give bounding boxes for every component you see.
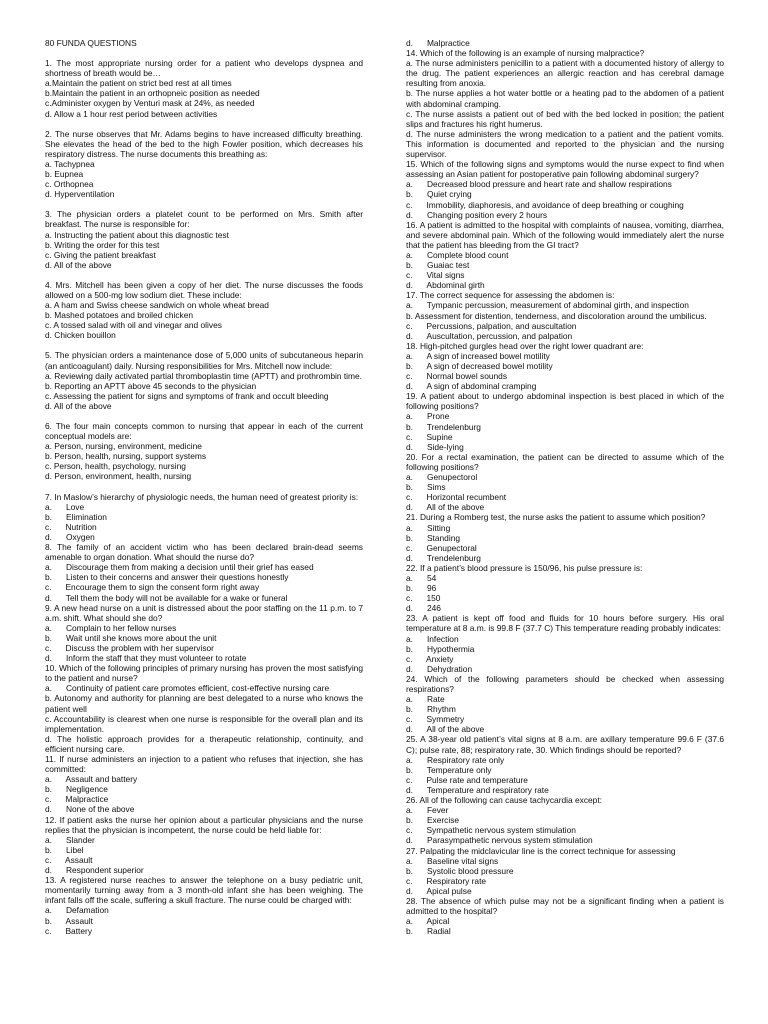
answer-option: c. Immobility, diaphoresis, and avoidance of deep breathing or coughing [406, 199, 684, 210]
question-text: 6. The four main concepts common to nursing that appear in each of the current conceptual models are: [45, 421, 363, 442]
answer-option: c. Horizontal recumbent [406, 492, 507, 503]
answer-option: d. Parasympathetic nervous system stimulation [406, 835, 593, 846]
answer-option: b. Person, health, nursing, support systems [45, 451, 207, 462]
answer-option: c. Battery [45, 925, 93, 936]
answer-option: a. Slander [45, 834, 95, 845]
answer-option: d. 246 [406, 603, 441, 614]
answer-option: a. Instructing the patient about this diagnostic test [45, 229, 229, 240]
answer-option: d. Temperature and respiratory rate [406, 784, 549, 795]
answer-option: a. A ham and Swiss cheese sandwich on whole wheat bread [45, 300, 269, 311]
answer-option: c. Giving the patient breakfast [45, 249, 156, 260]
answer-option: b. Assessment for distention, tenderness, and discoloration around the umbilicus. [406, 310, 707, 321]
question-text: 8. The family of an accident victim who has been declared brain-dead seems amenable to organ donation. What should the nurse do? [45, 542, 363, 563]
answer-option: d. Apical pulse [406, 885, 472, 896]
answer-option: c. Encourage them to sign the consent form right away [45, 582, 260, 593]
answer-option: c. Pulse rate and temperature [406, 774, 528, 785]
paragraph-gap [45, 199, 363, 209]
paragraph-gap [45, 340, 363, 350]
answer-option: a. Assault and battery [45, 774, 138, 785]
answer-option: d. Auscultation, percussion, and palpation [406, 330, 573, 341]
answer-option: b. Elimination [45, 511, 107, 522]
answer-option: a. Apical [406, 916, 450, 927]
answer-option: d. All of the above [45, 400, 112, 411]
answer-option: d. Tell them the body will not be available for a wake or funeral [45, 592, 288, 603]
question-text: 16. A patient is admitted to the hospital with complaints of nausea, vomiting, diarrhea, and severe abdominal pain. Which of the following would immediately alert the nurse that the patient has bleeding from the GI tract? [406, 219, 724, 250]
answer-option: b.Maintain the patient in an orthopneic position as needed [45, 88, 260, 99]
answer-option: d. Hyperventilation [45, 189, 115, 200]
answer-option: c. Malpractice [45, 794, 109, 805]
answer-option: d. Changing position every 2 hours [406, 209, 548, 220]
answer-option: a. Continuity of patient care promotes efficient, cost-effective nursing care [45, 683, 330, 694]
paragraph-gap [45, 482, 363, 492]
answer-option: b. Sims [406, 482, 446, 493]
answer-option: b. Assault [45, 915, 93, 926]
answer-option: c. Accountability is clearest when one nurse is responsible for the overall plan and its implementation. [45, 713, 363, 734]
answer-option: d. A sign of abdominal cramping [406, 381, 537, 392]
answer-option: a. Tympanic percussion, measurement of abdominal girth, and inspection [406, 300, 689, 311]
question-text: 15. Which of the following signs and symptoms would the nurse expect to find when assessing an Asian patient for postoperative pain following abdominal surgery? [406, 159, 724, 180]
question-text: 7. In Maslow’s hierarchy of physiologic needs, the human need of greatest priority is: [45, 491, 359, 502]
left-column [45, 38, 363, 936]
answer-option: d. The nurse administers the wrong medication to a patient and the patient vomits. This information is documented and reported to the physician and the nursing supervisor. [406, 128, 724, 160]
paragraph-gap [45, 270, 363, 280]
paragraph-gap [45, 411, 363, 421]
answer-option: c. Vital signs [406, 270, 465, 281]
answer-option: b. Radial [406, 926, 451, 937]
answer-option: a. Genupectorol [406, 472, 478, 483]
answer-option: c. Assessing the patient for signs and symptoms of frank and occult bleeding [45, 390, 329, 401]
answer-option: a. Defamation [45, 905, 109, 916]
answer-option: b. Guaiac test [406, 260, 470, 271]
question-text: 23. A patient is kept off food and fluids for 10 hours before surgery. His oral temperature at 8 a.m. is 99.8 F (37.7 C) This temperature reading probably indicates: [406, 613, 724, 634]
spacer [45, 48, 363, 58]
question-text: 3. The physician orders a platelet count to be performed on Mrs. Smith after breakfast. The nurse is responsible for: [45, 209, 363, 230]
answer-option: a. Sitting [406, 522, 451, 533]
answer-option: c. Sympathetic nervous system stimulation [406, 825, 576, 836]
answer-option: a. Reviewing daily activated partial thromboplastin time (APTT) and prothrombin time. [45, 370, 362, 381]
answer-option: d. None of the above [45, 804, 135, 815]
answer-option: c.Administer oxygen by Venturi mask at 24%, as needed [45, 98, 255, 109]
question-text: 25. A 38-year old patient’s vital signs at 8 a.m. are axillary temperature 99.6 F (37.6 C); pulse rate, 88; respiratory rate, 30. Which findings should be reported? [406, 734, 724, 755]
answer-option: c. Assault [45, 854, 93, 865]
answer-option: d. All of the above [406, 724, 485, 735]
question-text: 21. During a Romberg test, the nurse asks the patient to assume which position? [406, 512, 706, 523]
answer-option: b. Exercise [406, 815, 460, 826]
answer-option: d. Trendelenburg [406, 552, 481, 563]
answer-option: b. Wait until she knows more about the unit [45, 632, 217, 643]
question-text: 14. Which of the following is an example of nursing malpractice? [406, 48, 645, 59]
question-text: 19. A patient about to undergo abdominal inspection is best placed in which of the following positions? [406, 391, 724, 412]
answer-option: b. Quiet crying [406, 189, 472, 200]
answer-option: b. Writing the order for this test [45, 239, 160, 250]
answer-option: c. Normal bowel sounds [406, 371, 508, 382]
answer-option: b. Autonomy and authority for planning are best delegated to a nurse who knows the patient well [45, 693, 363, 714]
answer-option: d. Side-lying [406, 441, 464, 452]
answer-option: a. Fever [406, 805, 449, 816]
answer-option: b. Listen to their concerns and answer their questions honestly [45, 572, 289, 583]
document-title: 80 FUNDA QUESTIONS [45, 38, 137, 48]
answer-option: d. Inform the staff that they must volunteer to rotate [45, 653, 247, 664]
answer-option: b. Standing [406, 532, 461, 543]
answer-option: d. The holistic approach provides for a therapeutic relationship, continuity, and efficient nursing care. [45, 733, 363, 754]
question-text: 13. A registered nurse reaches to answer the telephone on a busy pediatric unit, momentarily turning away from a 3 month-old infant she has been weighing. The infant falls off the scale, suffering a skull fracture. The nurse could be charged with: [45, 875, 363, 906]
answer-option: a.Maintain the patient on strict bed rest at all times [45, 78, 232, 89]
paragraph-gap [45, 119, 363, 129]
question-text: 4. Mrs. Mitchell has been given a copy of her diet. The nurse discusses the foods allowed on a 500-mg low sodium diet. These include: [45, 279, 363, 300]
question-text: 27. Palpating the midclavicular line is the correct technique for assessing [406, 845, 676, 856]
answer-option: d. Abdominal girth [406, 280, 485, 291]
question-text: 28. The absence of which pulse may not be a significant finding when a patient is admitted to the hospital? [406, 895, 724, 917]
answer-option: b. Trendelenburg [406, 421, 481, 432]
answer-option: d. Chicken bouillon [45, 330, 116, 341]
answer-option: a. Infection [406, 633, 459, 644]
question-text: 20. For a rectal examination, the patient can be directed to assume which of the following positions? [406, 451, 724, 472]
left-column-lines [45, 58, 363, 936]
answer-option: d. All of the above [45, 259, 112, 270]
answer-option: a. Complete blood count [406, 249, 509, 260]
answer-option: b. A sign of decreased bowel motility [406, 361, 553, 371]
answer-option: a. Baseline vital signs [406, 855, 499, 866]
answer-option: a. Complain to her fellow nurses [45, 622, 177, 633]
answer-option: c. Discuss the problem with her supervisor [45, 642, 214, 653]
answer-option: a. Discourage them from making a decision until their grief has eased [45, 562, 314, 573]
answer-option: d. Malpractice [406, 38, 470, 48]
answer-option: c. Orthopnea [45, 179, 94, 190]
answer-option: d. Respondent superior [45, 865, 144, 876]
answer-option: a. The nurse administers penicillin to a patient with a documented history of allergy to the drug. The patient experiences an allergic reaction and has cerebral damage resulting from anoxia. [406, 58, 724, 89]
question-text: 5. The physician orders a maintenance dose of 5,000 units of subcutaneous heparin (an anticoagulant) daily. Nursing responsibilities for Mrs. Mitchell now include: [45, 350, 363, 371]
answer-option: a. 54 [406, 572, 437, 583]
right-column-lines [406, 38, 724, 936]
answer-option: c. The nurse assists a patient out of bed with the bed locked in position; the patient slips and fractures his right humerus. [406, 108, 724, 129]
answer-option: c. A tossed salad with oil and vinegar and olives [45, 320, 222, 331]
question-text: 26. All of the following can cause tachycardia except: [406, 795, 602, 806]
answer-option: b. Temperature only [406, 764, 492, 775]
right-column [406, 38, 724, 936]
answer-option: a. Respiratory rate only [406, 754, 505, 765]
answer-option: c. Nutrition [45, 521, 97, 532]
answer-option: b. Rhythm [406, 704, 456, 715]
answer-option: c. 150 [406, 593, 441, 604]
answer-option: a. Love [45, 501, 85, 512]
answer-option: a. A sign of increased bowel motility [406, 350, 550, 361]
answer-option: b. The nurse applies a hot water bottle or a heating pad to the abdomen of a patient with abdominal cramping. [406, 88, 724, 109]
question-text: 22. If a patient’s blood pressure is 150/96, his pulse pressure is: [406, 562, 643, 573]
answer-option: c. Respiratory rate [406, 875, 487, 886]
answer-option: d. All of the above [406, 502, 485, 513]
answer-option: c. Genupectoral [406, 542, 477, 553]
question-text: 24. Which of the following parameters should be checked when assessing respirations? [406, 673, 724, 694]
answer-option: c. Person, health, psychology, nursing [45, 461, 186, 472]
answer-option: c. Percussions, palpation, and auscultation [406, 320, 577, 331]
question-text: 10. Which of the following principles of primary nursing has proven the most satisfying to the patient and nurse? [45, 663, 363, 684]
question-text: 18. High-pitched gurgles head over the right lower quadrant are: [406, 340, 644, 351]
answer-option: a. Person, nursing, environment, medicine [45, 441, 202, 452]
question-text: 1. The most appropriate nursing order for a patient who develops dyspnea and shortness of breath would be… [45, 58, 363, 79]
answer-option: b. Systolic blood pressure [406, 865, 514, 876]
answer-option: b. 96 [406, 583, 437, 594]
answer-option: c. Supine [406, 431, 453, 442]
answer-option: b. Hypothermia [406, 643, 475, 654]
answer-option: b. Negligence [45, 784, 108, 795]
answer-option: d. Person, environment, health, nursing [45, 471, 192, 482]
answer-option: b. Mashed potatoes and broiled chicken [45, 310, 194, 321]
question-text: 2. The nurse observes that Mr. Adams begins to have increased difficulty breathing. She elevates the head of the bed to the high Fowler position, which decreases his respiratory distress. The nurse documents this breathing as: [45, 128, 363, 159]
question-text: 9. A new head nurse on a unit is distressed about the poor staffing on the 11 p.m. to 7 a.m. shift. What should she do? [45, 602, 363, 623]
answer-option: d. Allow a 1 hour rest period between activities [45, 108, 218, 119]
answer-option: b. Libel [45, 844, 84, 855]
answer-option: d. Oxygen [45, 531, 95, 542]
answer-option: b. Eupnea [45, 169, 84, 180]
answer-option: c. Symmetry [406, 714, 465, 725]
question-text: 12. If patient asks the nurse her opinion about a particular physicians and the nurse replies that the physician is incompetent, the nurse could be held liable for: [45, 814, 363, 835]
answer-option: d. Dehydration [406, 663, 473, 674]
answer-option: b. Reporting an APTT above 45 seconds to the physician [45, 380, 257, 391]
answer-option: a. Decreased blood pressure and heart rate and shallow respirations [406, 179, 672, 190]
answer-option: a. Tachypnea [45, 158, 95, 169]
answer-option: a. Rate [406, 694, 445, 705]
question-text: 11. If nurse administers an injection to a patient who refuses that injection, she has committed: [45, 754, 363, 775]
question-text: 17. The correct sequence for assessing the abdomen is: [406, 290, 615, 301]
answer-option: c. Anxiety [406, 653, 454, 664]
answer-option: a. Prone [406, 411, 450, 422]
